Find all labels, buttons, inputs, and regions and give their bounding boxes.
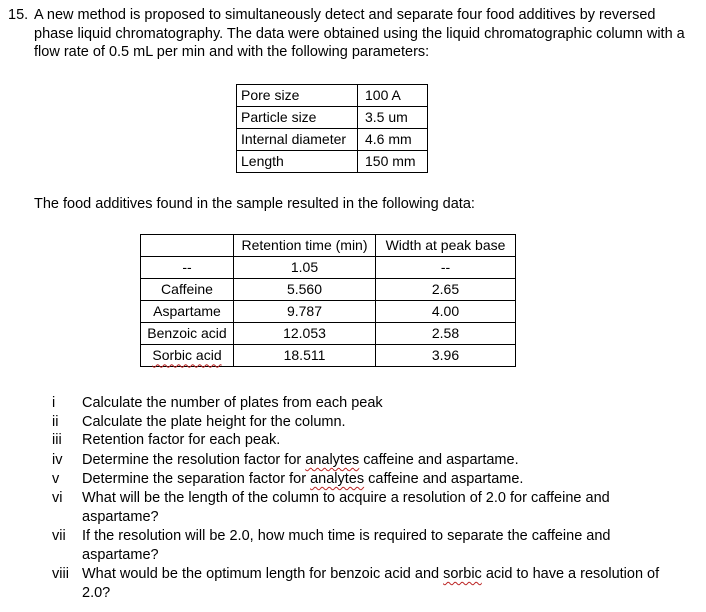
roman-numeral: iii [52, 432, 62, 448]
subquestion-text [82, 489, 682, 526]
column-parameters-table [236, 84, 428, 173]
table-row [237, 129, 428, 151]
table-row [141, 345, 516, 367]
table-cell: 9.787 [234, 301, 376, 323]
table-cell: -- [141, 257, 234, 279]
text-part: caffeine and aspartame. [364, 471, 524, 487]
roman-numeral: i [52, 395, 56, 411]
spellcheck-word: sorbic [443, 566, 482, 582]
table-header-row [141, 235, 516, 257]
text-part: caffeine and aspartame. [359, 452, 519, 468]
param-label: Internal diameter [237, 129, 358, 151]
table-cell: Aspartame [141, 301, 234, 323]
roman-numeral: viii [52, 566, 69, 582]
table-cell: Caffeine [141, 279, 234, 301]
table-cell [141, 345, 234, 367]
text-part: What would be the optimum length for benzoic acid and [82, 566, 444, 582]
table-row [141, 279, 516, 301]
text-line: aspartame? [82, 508, 159, 525]
table-row [237, 151, 428, 173]
table-cell: 3.96 [376, 345, 516, 367]
roman-numeral: vi [52, 490, 63, 506]
text-line: aspartame? [82, 546, 159, 563]
roman-numeral: iv [52, 452, 63, 468]
table-cell: 4.00 [376, 301, 516, 323]
spellcheck-word: Sorbic acid [152, 347, 222, 364]
subquestion-text [82, 451, 682, 470]
question-intro: A new method is proposed to simultaneously detect and separate four food additives by reversed phase liquid chromatography. The data were obtained using the liquid chromatographic column with a flow rate of 0.5 mL per min and with the following parameters: [34, 7, 685, 60]
table-row [141, 257, 516, 279]
param-label: Pore size [237, 85, 358, 107]
table-header [141, 235, 234, 257]
roman-numeral: v [52, 471, 60, 487]
roman-numeral: ii [52, 413, 59, 430]
param-value: 3.5 um [358, 107, 428, 129]
subquestion-text [82, 527, 682, 564]
spellcheck-word: analytes [305, 452, 360, 468]
text-part: Determine the separation factor for [82, 471, 311, 487]
param-value: 4.6 mm [358, 129, 428, 151]
subquestion-text: Retention factor for each peak. [82, 432, 281, 448]
question-number: 15. [8, 7, 29, 23]
additives-data-table [140, 234, 516, 367]
table-cell: 2.65 [376, 279, 516, 301]
data-intro: The food additives found in the sample resulted in the following data: [34, 196, 475, 212]
table-header: Retention time (min) [234, 235, 376, 257]
roman-numeral: vii [52, 528, 66, 544]
table-cell: Benzoic acid [141, 323, 234, 345]
table-cell: 1.05 [234, 257, 376, 279]
param-label: Length [237, 151, 358, 173]
table-row [141, 323, 516, 345]
table-cell: 5.560 [234, 279, 376, 301]
text-line: If the resolution will be 2.0, how much time is required to separate the caffeine and [82, 528, 611, 544]
table-cell: 2.58 [376, 323, 516, 345]
text-line: What will be the length of the column to acquire a resolution of 2.0 for caffeine and [82, 490, 610, 506]
table-cell: 12.053 [234, 323, 376, 345]
table-cell: 18.511 [234, 345, 376, 367]
subquestion-text: Calculate the number of plates from each peak [82, 395, 383, 411]
spellcheck-word: analytes [310, 471, 365, 487]
subquestion-text: Calculate the plate height for the column. [82, 413, 346, 430]
table-row [237, 107, 428, 129]
param-value: 150 mm [358, 151, 428, 173]
text-part: acid to have a resolution of [481, 566, 660, 582]
param-value: 100 A [358, 85, 428, 107]
text-part: Determine the resolution factor for [82, 452, 306, 468]
param-label: Particle size [237, 107, 358, 129]
table-row [141, 301, 516, 323]
text-line: 2.0? [82, 584, 111, 601]
subquestion-text [82, 565, 682, 602]
subquestion-text [82, 470, 682, 489]
table-row [237, 85, 428, 107]
table-header: Width at peak base [376, 235, 516, 257]
table-cell: -- [376, 257, 516, 279]
